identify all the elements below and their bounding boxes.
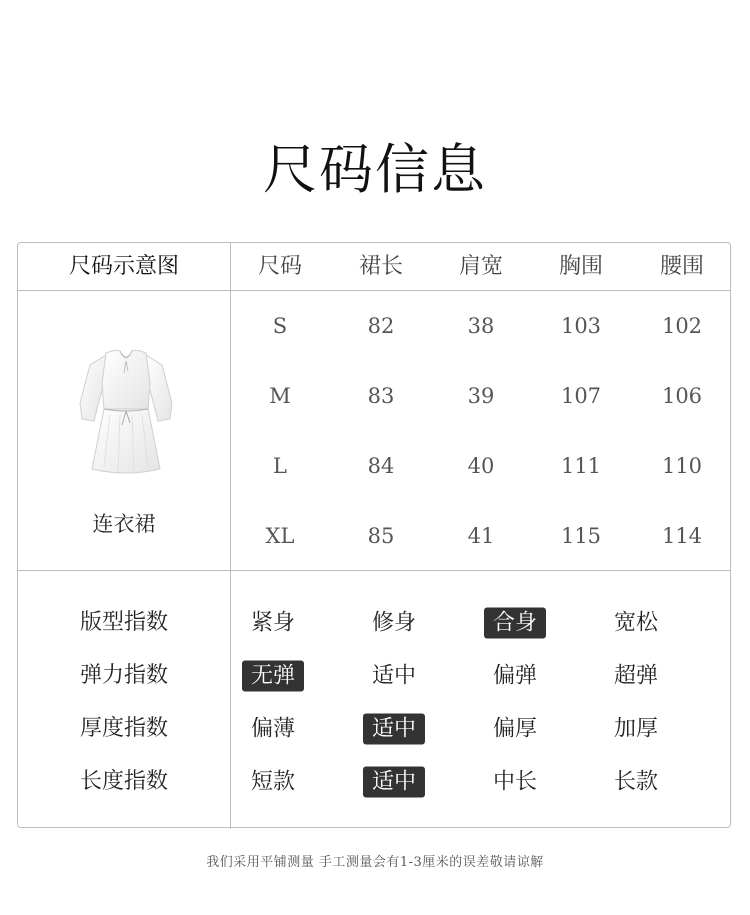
column-header-waist: 腰围 — [659, 254, 705, 279]
size-cell-size: XL — [265, 524, 295, 548]
column-header-length: 裙长 — [358, 254, 404, 279]
size-cell-bust: 103 — [560, 314, 602, 338]
index-option: 偏薄 — [250, 716, 296, 742]
size-cell-shoulder: 41 — [467, 524, 495, 548]
column-divider — [230, 243, 231, 570]
section-divider — [18, 570, 730, 571]
index-option-selected: 无弹 — [242, 661, 304, 692]
size-cell-waist: 106 — [661, 384, 703, 408]
size-cell-waist: 102 — [661, 314, 703, 338]
index-option: 适中 — [371, 663, 417, 689]
size-cell-length: 85 — [367, 524, 395, 548]
size-cell-bust: 115 — [560, 524, 602, 548]
index-option: 短款 — [250, 769, 296, 795]
size-cell-size: L — [273, 454, 287, 478]
index-option: 紧身 — [250, 610, 296, 636]
size-cell-shoulder: 40 — [467, 454, 495, 478]
index-option-selected: 合身 — [484, 608, 546, 639]
header-divider — [18, 290, 730, 291]
column-header-bust: 胸围 — [558, 254, 604, 279]
dress-label: 连衣裙 — [92, 512, 156, 536]
size-cell-shoulder: 39 — [467, 384, 495, 408]
index-label: 版型指数 — [79, 610, 169, 635]
index-option: 加厚 — [613, 716, 659, 742]
size-info-card — [17, 242, 731, 828]
index-option: 偏弹 — [492, 663, 538, 689]
size-diagram-header: 尺码示意图 — [68, 254, 180, 279]
size-cell-waist: 114 — [661, 524, 703, 548]
column-header-shoulder: 肩宽 — [458, 254, 504, 279]
index-option: 宽松 — [613, 610, 659, 636]
column-header-size: 尺码 — [257, 254, 303, 279]
white-dress-illustration — [76, 343, 176, 483]
size-cell-size: M — [269, 384, 291, 408]
size-cell-length: 83 — [367, 384, 395, 408]
size-cell-length: 82 — [367, 314, 395, 338]
index-label: 弹力指数 — [79, 663, 169, 688]
size-cell-waist: 110 — [661, 454, 703, 478]
index-option: 修身 — [371, 610, 417, 636]
size-cell-bust: 107 — [560, 384, 602, 408]
index-option: 中长 — [492, 769, 538, 795]
size-cell-shoulder: 38 — [467, 314, 495, 338]
index-label: 厚度指数 — [79, 716, 169, 741]
index-option-selected: 适中 — [363, 767, 425, 798]
index-option: 偏厚 — [492, 716, 538, 742]
index-option-selected: 适中 — [363, 714, 425, 745]
size-cell-size: S — [272, 314, 288, 338]
column-divider-lower — [230, 570, 231, 829]
index-option: 长款 — [613, 769, 659, 795]
index-label: 长度指数 — [79, 769, 169, 794]
page-title: 尺码信息 — [263, 138, 487, 201]
measurement-note: 我们采用平铺测量 手工测量会有1-3厘米的误差敬请谅解 — [206, 855, 544, 870]
size-cell-bust: 111 — [560, 454, 602, 478]
size-cell-length: 84 — [367, 454, 395, 478]
index-option: 超弹 — [613, 663, 659, 689]
